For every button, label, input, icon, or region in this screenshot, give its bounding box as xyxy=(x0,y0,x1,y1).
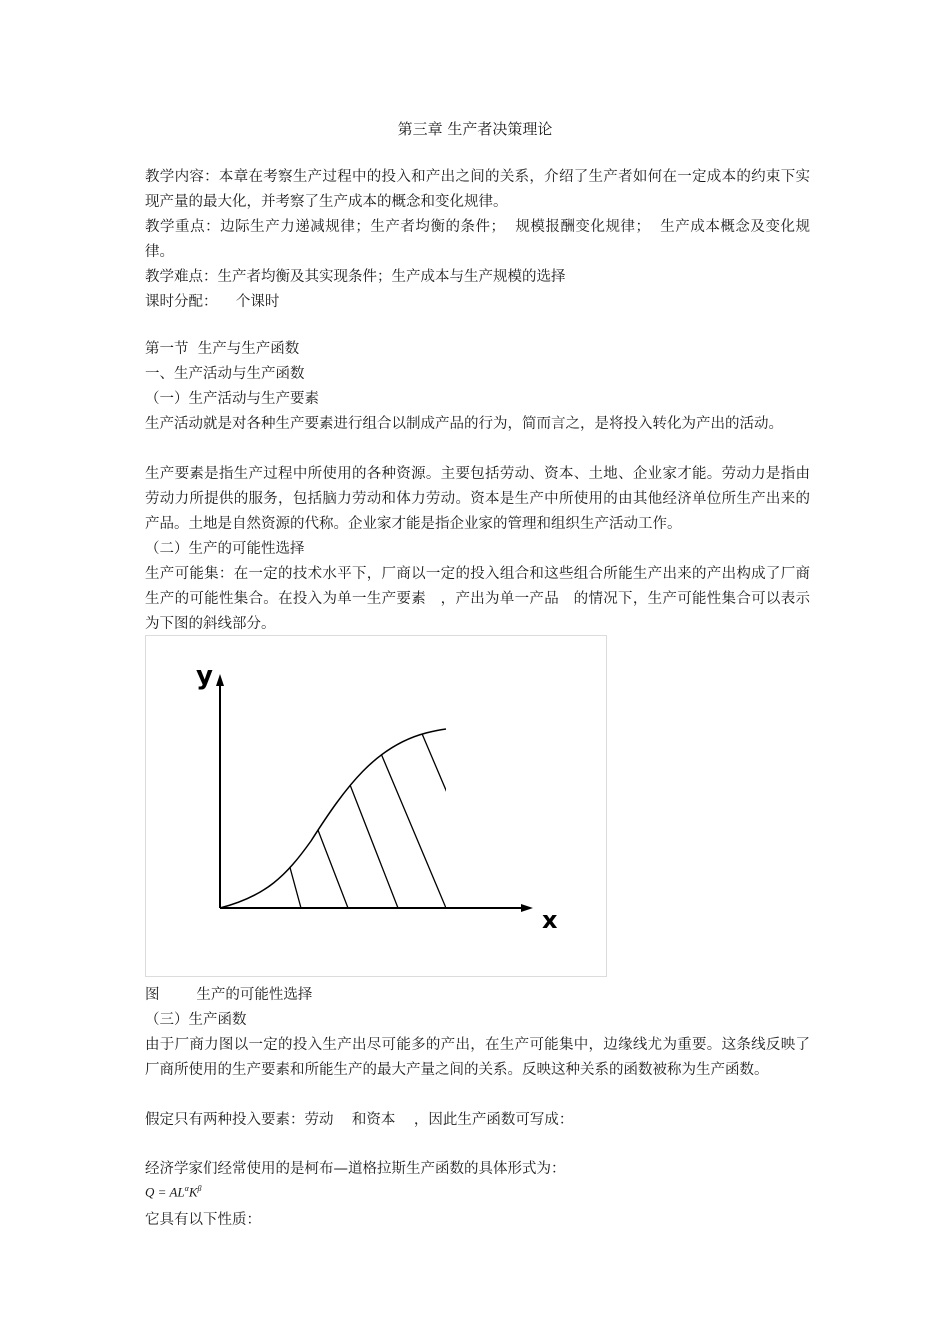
formula-k: K xyxy=(188,1184,198,1200)
paragraph-production-factors: 生产要素是指生产过程中所使用的各种资源。主要包括劳动、资本、土地、企业家才能。劳动力是指由劳动力所提供的服务，包括脑力劳动和体力劳动。资本是生产中所使用的由其他经济单位所生产出来的产品。土地是自然资源的代称。企业家才能是指企业家的管理和组织生产活动工作。 xyxy=(145,466,810,532)
teaching-difficulty: 教学难点：生产者均衡及其实现条件；生产成本与生产规模的选择 xyxy=(145,269,566,285)
formula-al: AL xyxy=(169,1184,185,1200)
formula-equals: = xyxy=(154,1184,170,1200)
teaching-focus: 教学重点：边际生产力递减规律；生产者均衡的条件； 规模报酬变化规律； 生产成本概念及变化规律。 xyxy=(145,219,810,260)
subheading-1-1: （一）生产活动与生产要素 xyxy=(145,391,319,407)
frontier-curve xyxy=(220,729,446,908)
section-heading: 第一节 生产与生产函数 xyxy=(145,341,300,357)
paragraph-two-inputs: 假定只有两种投入要素：劳动 和资本 ，因此生产函数可写成： xyxy=(145,1112,574,1128)
paragraph-properties: 它具有以下性质： xyxy=(145,1212,261,1228)
paragraph-production-activity: 生产活动就是对各种生产要素进行组合以制成产品的行为，简而言之，是将投入转化为产出的活动。 xyxy=(145,416,783,432)
subheading-1-3: （三）生产函数 xyxy=(145,1012,247,1028)
hatch-line xyxy=(406,696,496,908)
teaching-content: 教学内容：本章在考察生产过程中的投入和产出之间的关系，介绍了生产者如何在一定成本的约束下实现产量的最大化，并考察了生产成本的概念和变化规律。 xyxy=(145,169,810,210)
class-hours: 课时分配： 个课时 xyxy=(145,294,280,310)
hatch-lines xyxy=(276,696,496,908)
x-axis-label: x xyxy=(542,906,558,934)
x-axis-arrow xyxy=(521,904,533,912)
hatch-line xyxy=(301,786,348,908)
y-axis-label: y xyxy=(196,661,213,691)
hatch-line xyxy=(331,736,398,908)
y-axis-arrow xyxy=(216,674,224,686)
production-possibility-figure xyxy=(145,635,607,977)
production-possibility-chart xyxy=(146,636,606,976)
paragraph-cobb-douglas: 经济学家们经常使用的是柯布—道格拉斯生产函数的具体形式为： xyxy=(145,1161,566,1177)
formula-q: Q xyxy=(145,1184,155,1200)
hatch-line xyxy=(276,816,301,908)
subheading-1-2: （二）生产的可能性选择 xyxy=(145,541,305,557)
subheading-1: 一、生产活动与生产函数 xyxy=(145,366,305,382)
figure-caption: 图 生产的可能性选择 xyxy=(145,987,313,1003)
chapter-title: 第三章 生产者决策理论 xyxy=(397,120,553,138)
paragraph-possibility-set: 生产可能集：在一定的技术水平下，厂商以一定的投入组合和这些组合所能生产出来的产出构成了厂商生产的可能性集合。在投入为单一生产要素 ，产出为单一产品 的情况下，生产可能性集合可以表示为下图的斜线部分。 xyxy=(145,566,810,632)
cobb-douglas-formula xyxy=(145,1184,201,1200)
paragraph-production-function: 由于厂商力图以一定的投入生产出尽可能多的产出，在生产可能集中，边缘线尤为重要。这条线反映了厂商所使用的生产要素和所能生产的最大产量之间的关系。反映这种关系的函数被称为生产函数。 xyxy=(145,1037,810,1078)
formula-alpha: α xyxy=(184,1184,189,1193)
formula-beta: β xyxy=(197,1184,202,1193)
hatch-line xyxy=(361,706,446,908)
